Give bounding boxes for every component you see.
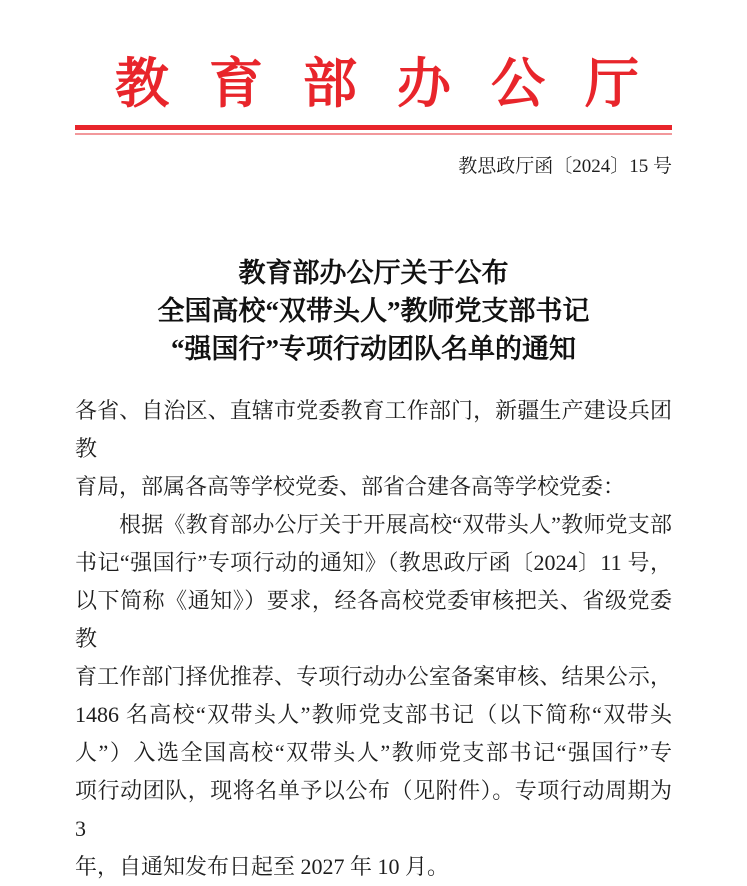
letterhead-rule-thin [75, 133, 672, 135]
paragraph-line-5: 1486 名高校“双带头人”教师党支部书记（以下简称“双带头 [75, 702, 672, 727]
notice-title-line-3: “强国行”专项行动团队名单的通知 [171, 334, 576, 364]
paragraph-line-4: 育工作部门择优推荐、专项行动办公室备案审核、结果公示， [75, 664, 672, 689]
paragraph-line-6: 人”）入选全国高校“双带头人”教师党支部书记“强国行”专 [75, 740, 672, 765]
notice-title-line-2: 全国高校“双带头人”教师党支部书记 [157, 296, 590, 326]
letterhead-agency-title: 教育部办公厅 [115, 54, 679, 114]
salutation-line-2: 育局，部属各高等学校党委、部省合建各高等学校党委： [75, 474, 626, 499]
document-number: 教思政厅函〔2024〕15 号 [458, 156, 672, 177]
paragraph-line-2: 书记“强国行”专项行动的通知》（教思政厅函〔2024〕11 号， [75, 550, 672, 575]
paragraph-line-7: 项行动团队，现将名单予以公布（见附件）。专项行动周期为 3 [75, 778, 672, 841]
paragraph-line-3: 以下简称《通知》）要求，经各高校党委审核把关、省级党委教 [75, 588, 672, 651]
paragraph-line-1: 根据《教育部办公厅关于开展高校“双带头人”教师党支部 [119, 512, 672, 537]
notice-title [75, 254, 672, 368]
notice-body [75, 392, 672, 886]
notice-title-line-1: 教育部办公厅关于公布 [238, 258, 509, 288]
paragraph-line-8: 年，自通知发布日起至 2027 年 10 月。 [75, 854, 450, 879]
letterhead-rule-thick [75, 125, 672, 130]
salutation-line-1: 各省、自治区、直辖市党委教育工作部门，新疆生产建设兵团教 [75, 398, 672, 461]
